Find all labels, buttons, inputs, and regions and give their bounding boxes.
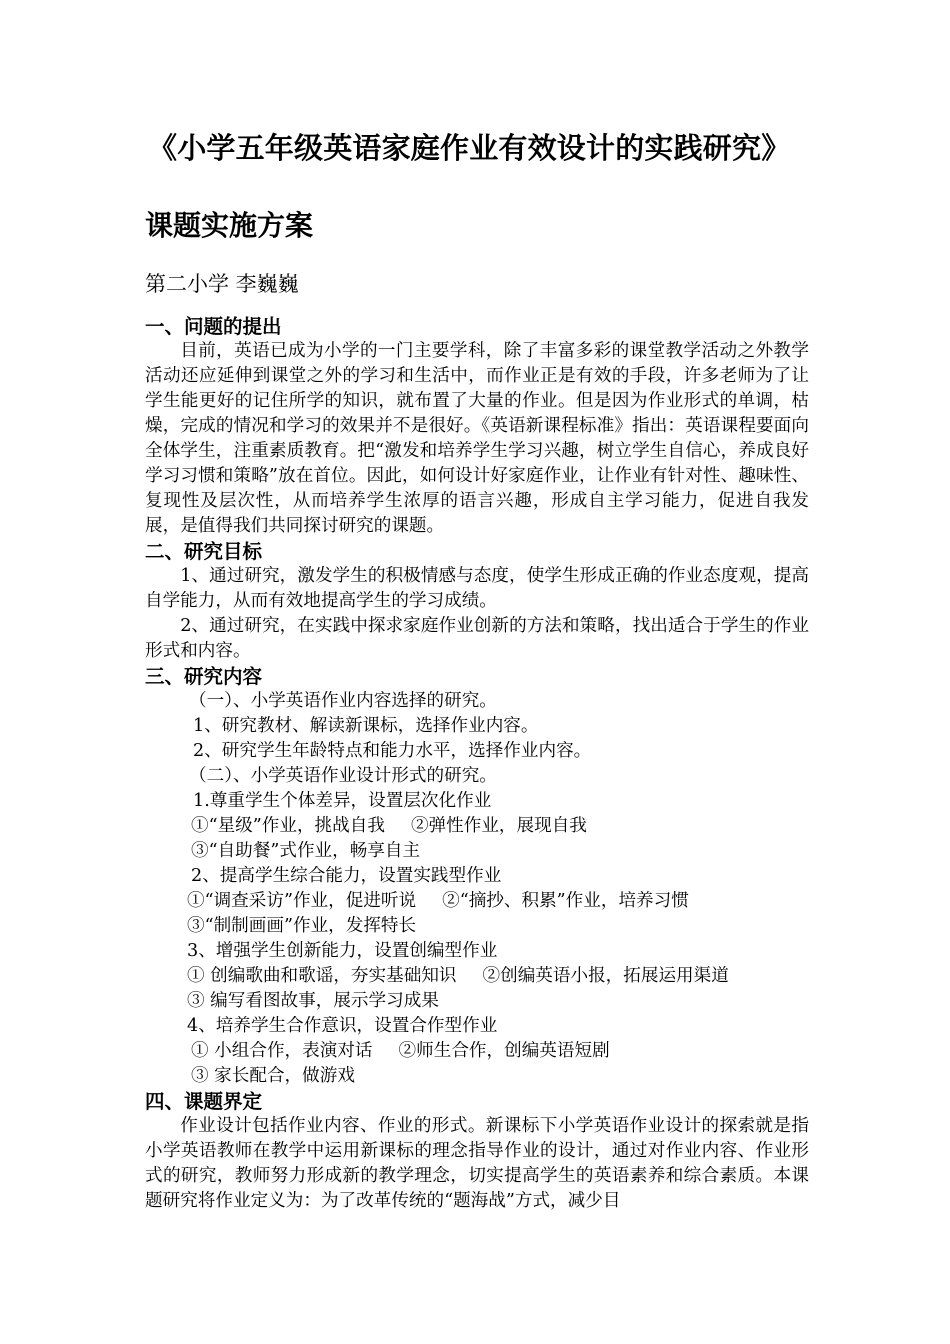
section-heading-goals: 二、研究目标	[145, 540, 263, 563]
section-paragraph: 2、通过研究，在实践中探求家庭作业创新的方法和策略，找出适合于学生的作业形式和内容。	[145, 616, 809, 661]
list-item	[145, 964, 809, 989]
section-paragraph: 1、通过研究，激发学生的积极情感与态度，使学生形成正确的作业态度观，提高自学能力，从而有效地提高学生的学习成绩。	[145, 566, 809, 611]
author-line: 第二小学 李巍巍	[145, 272, 299, 296]
list-item: ③“自助餐”式作业，畅享自主	[191, 841, 421, 861]
list-item: 2、提高学生综合能力，设置实践型作业	[191, 866, 502, 886]
list-item: 2、研究学生年龄特点和能力水平，选择作业内容。	[193, 741, 592, 761]
list-item-part: ②弹性作业，展现自我	[410, 816, 587, 836]
list-item: ③ 家长配合，做游戏	[191, 1066, 355, 1086]
list-item: 4、培养学生合作意识，设置合作型作业	[187, 1016, 498, 1036]
list-item-part: ②师生合作，创编英语短剧	[398, 1041, 610, 1061]
list-item	[145, 814, 809, 839]
document-title: 《小学五年级英语家庭作业有效设计的实践研究》	[148, 131, 791, 165]
list-item-part: ②“摘抄、积累”作业，培养习惯	[442, 891, 689, 911]
section-paragraph: 目前，英语已成为小学的一门主要学科，除了丰富多彩的课堂教学活动之外教学活动还应延伸到课堂之外的学习和生活中，而作业正是有效的手段，许多老师为了让学生能更好的记住所学的知识，就布置了大量的作业。但是因为作业形式的单调，枯燥，完成的情况和学习的效果并不是很好。《英语新课程标准》指出：英语课程要面向全体学生，注重素质教育。把“激发和培养学生学习兴趣，树立学生自信心，养成良好学习习惯和策略”放在首位。因此，如何设计好家庭作业，让作业有针对性、趣味性、复现性及层次性，从而培养学生浓厚的语言兴趣，形成自主学习能力，促进自我发展，是值得我们共同探讨研究的课题。	[145, 341, 809, 536]
list-item: 3、增强学生创新能力，设置创编型作业	[187, 941, 498, 961]
list-item-part: ① 小组合作，表演对话	[191, 1041, 373, 1061]
list-item: 1.尊重学生个体差异，设置层次化作业	[193, 791, 492, 811]
list-item-part: ②创编英语小报，拓展运用渠道	[482, 966, 729, 986]
list-item: （一）、小学英语作业内容选择的研究。	[189, 691, 497, 711]
list-item-part: ① 创编歌曲和歌谣，夯实基础知识	[187, 966, 457, 986]
list-item-part: ①“调查采访”作业，促进听说	[187, 891, 417, 911]
list-item: （二）、小学英语作业设计形式的研究。	[189, 766, 497, 786]
list-item	[145, 1039, 809, 1064]
section-paragraph: 作业设计包括作业内容、作业的形式。新课标下小学英语作业设计的探索就是指小学英语教师在教学中运用新课标的理念指导作业的设计，通过对作业内容、作业形式的研究，教师努力形成新的教学理念，切实提高学生的英语素养和综合素质。本课题研究将作业定义为：为了改革传统的“题海战”方式，减少目	[145, 1116, 809, 1211]
document-subtitle: 课题实施方案	[145, 209, 314, 242]
section-heading-content: 三、研究内容	[145, 665, 263, 688]
section-heading-definition: 四、课题界定	[145, 1090, 263, 1113]
list-item: ③ 编写看图故事，展示学习成果	[187, 991, 439, 1011]
list-item-part: ①“星级”作业，挑战自我	[191, 816, 385, 836]
section-heading-problem: 一、问题的提出	[145, 315, 282, 338]
list-item: 1、研究教材、解读新课标，选择作业内容。	[193, 716, 539, 736]
list-item: ③“制制画画”作业，发挥特长	[187, 916, 417, 936]
document-body	[145, 314, 809, 1214]
list-item	[145, 889, 809, 914]
